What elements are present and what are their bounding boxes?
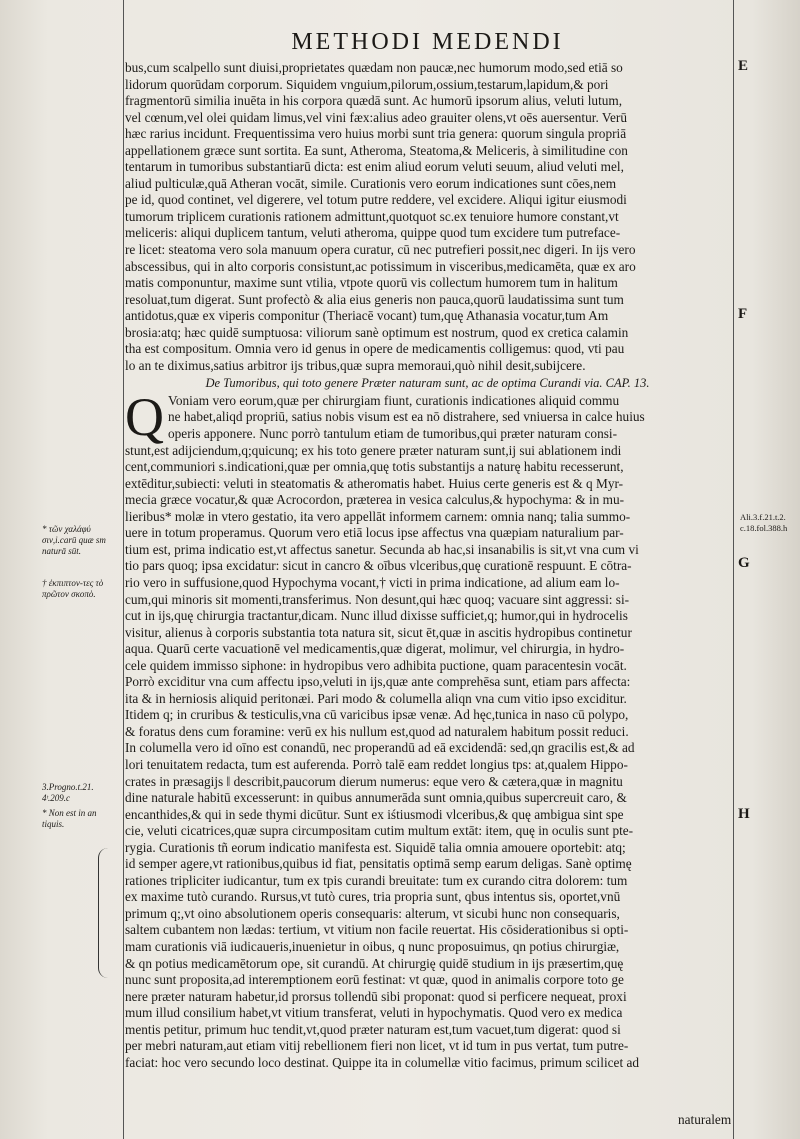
left-note-1: * τῶν χαλάφύ σιν,i.carū quæ sm naturā sūt. (42, 524, 106, 556)
chapter-heading: De Tumoribus, qui toto genere Præter naturam sunt, ac de optima Curandi via. CAP. 13. (205, 376, 650, 391)
text-line: & qn potius medicamētorum ope, sit curandū. At chirurgię quidē studium in ijs præsertim,quę (125, 955, 624, 971)
text-line: rygia. Curationis tñ eorum indicatio manifesta est. Siquidē talia omnia amouere oportebit: atq; (125, 839, 626, 855)
text-line: extēditur,subiecti: veluti in steatomatis & atheromatis habet. Huius certe generis est & q Myr- (125, 475, 624, 491)
left-note-4: * Non est in an tiquis. (42, 808, 97, 829)
margin-bracket (98, 848, 115, 978)
text-line: lieribus* molæ in vtero gestatio, ita vero appellāt informem carnem: omnia nanq; talia summo- (125, 508, 631, 524)
text-line: fragmentorū similia inuēta in his corpora quædā sunt. Ac humorū ipsorum alius, veluti lutum, (125, 93, 623, 109)
text-line: cum,qui minoris sit momenti,transferimus. Non desunt,qui hæc quoq; vacuare sint aggressi: si- (125, 591, 630, 607)
text-line: ita & in herniosis aliquid peritonæi. Pari modo & columella aliqn vna cum vitio ipso exciditur. (125, 690, 627, 706)
text-line: resoluat,tum digerat. Sunt profectò & alia eius generis non pauca,quorū laudatissima sunt tum (125, 291, 624, 307)
text-line: mecia græce vocatur,& quæ Acrocordon, præterea in vesica calculus,& hypochyma: & in mu- (125, 492, 625, 508)
text-line: crates in præsagijs ‖ describit,paucorum dierum numerus: eque vero & cætera,quæ in magnitu (125, 773, 623, 789)
left-rule (123, 0, 124, 1139)
text-line: appellationem græce sunt sortita. Ea sunt, Atheroma, Steatoma,& Meliceris, à similitudine con (125, 142, 628, 158)
text-line: re licet: steatoma vero sola manuum opera curatur, cū nec putrefieri possit,nec digeri. In ijs vero (125, 242, 636, 258)
text-line: tium est, prima indicatio est,vt affectus sanetur. Secunda ab hac,si insanabilis is sit,vt vna cum vi (125, 541, 639, 557)
text-line: nunc sunt proposita,ad interemptionem eorū festinat: vt quæ, quod in animalis corpore toto ge (125, 972, 624, 988)
text-line: tio pars quoq; ipsa excidatur: sicut in cancro & oībus vlceribus,quę curationē respuunt. E cōtra- (125, 558, 632, 574)
text-line: Porrò exciditur vna cum affectu ipso,veluti in ijs,quæ ante comprehēsa sunt, etiam pars affecta: (125, 674, 631, 690)
right-rule (733, 0, 734, 1139)
text-line: antidotus,quæ ex viperis componitur (Theriacē vocant) tum,quę Athanasia vocatur,tum Am (125, 308, 609, 324)
text-line: nere præter naturam habetur,id prorsus tollendū sibi proponat: quod si perficere nequeat, proxi (125, 988, 627, 1004)
text-line: mentis petitur, primum huc tendit,vt,quod præter naturam est,tum vacuet,tum digerat: quod si (125, 1021, 621, 1037)
text-line: brosia:atq; hæc quidē sumptuosa: viliorum sanè optimum est nostrum, quod ex cretica calamin (125, 324, 629, 340)
text-line: uere in totum properamus. Quorum vero etiā locus ipse affectus vna quæpiam naturalium par- (125, 525, 624, 541)
text-line: id semper agere,vt rationibus,quibus id fiat, pensitatis optimā semp earum deligas. Sanè optimę (125, 856, 632, 872)
text-line: aliud pulticulæ,quā Atheran vocāt, simile. Curationis vero eorum indicationes sunt cōes,nem (125, 175, 617, 191)
text-line: cent,communiori s.indicationi,quæ per omnia,quę totis substantijs a naturę habitu recesserunt, (125, 459, 624, 475)
text-line: tha est compositum. Omnia vero id genus in opere de medicamentis colligemus: quod, vti pau (125, 341, 625, 357)
text-line: rio vero in suffusione,quod Hypochyma vocant,† victi in prima indicatione, ad alium eam lo- (125, 574, 620, 590)
text-line: tumorum triplicem curationis rationem admittunt,quotquot sc.ex tenuiore humore constant,vt (125, 208, 619, 224)
text-line: cele quidem immisso siphone: in hydropibus vero adhibita puctione, quam paracentesin vocāt. (125, 657, 627, 673)
left-note-2: † ἐκπιπτον-τες τὸ πρῶτον σκοπὸ. (42, 578, 104, 599)
drop-cap: Q (125, 386, 164, 447)
text-line: aqua. Quarū certe vacuationē vel medicamentis,quæ digerat, molimur, vel chirurgia, in hydro- (125, 641, 625, 657)
text-line: visitur, alienus à corporis substantia tota natura sit, sicut ēt,quæ in ascitis hydropibus continetur (125, 624, 632, 640)
main-text (125, 60, 730, 1071)
text-line: bus,cum scalpello sunt diuisi,proprietates quædam non paucæ,nec humorum modo,sed etiā so (125, 60, 623, 75)
text-line: vel cœnum,vel olei quidam limus,vel vini fæx:alius adeo grauiter olens,vt oēs auersentur. Verū (125, 109, 627, 125)
text-line: encanthides,& qui in sede thymi dicūtur. Sunt ex iśtiusmodi vlceribus,& quę ambigua sint spe (125, 806, 624, 822)
text-line: tentarum in tumoribus substantiarū dicta: est enim aliud eorum veluti seuum, aliud veluti mel, (125, 159, 624, 175)
text-line: dine naturale habitū excesserunt: in quibus annumerāda sunt omnia,quibus supercreuit caro, & (125, 790, 627, 806)
margin-letter-f: F (738, 306, 748, 322)
text-line: saltem cubantem non lædas: tertium, vt vitium non facile reuertat. His cōsiderationibus si opti- (125, 922, 629, 938)
text-line: lidorum quorūdam corporum. Siquidem vnguium,pilorum,ossium,testarum,lapidum,& pori (125, 76, 609, 92)
catchword: naturalem (678, 1112, 732, 1127)
right-note-1: Ali.3.f.21.t.2. c.18.fol.388.h (740, 512, 788, 533)
text-line: meliceris: aliqui duplicem tantum, veluti atheroma, quippe quod tum excidere tum putreface- (125, 225, 621, 241)
text-line: per mebri naturam,aut etiam vitij rebellionem fieri non licet, vt id tum in pus vertat, tum putre- (125, 1038, 629, 1054)
text-line: cut in ijs,quę chirurgia tractantur,dicam. Nunc illud dixisse sufficiet,q; humor,qui in hydrocelis (125, 608, 628, 624)
chapter-paragraph (125, 386, 730, 1071)
text-line: & foratus dens cum foramine: verū ex his nullum est,quod ad naturalem habitum possit reduci. (125, 723, 629, 739)
text-line: Voniam vero eorum,quæ per chirurgiam fiunt, curationis indicationes aliquid commu (168, 392, 620, 408)
margin-letter-g: G (738, 555, 750, 571)
text-line: faciat: hoc vero secundo loco destinat. Quippe ita in columellæ vitio facimus, primum scilicet ad (125, 1054, 640, 1070)
chapter-lines (125, 386, 730, 1071)
text-line: lori tenuitatem redacta, tum est auferenda. Porrò talē eam reddet longius tps: at,qualem Hippo- (125, 756, 628, 772)
text-line: primum q;,vt oino absolutionem operis consequaris: alterum, vt sicubi hunc non consequaris, (125, 905, 620, 921)
margin-letter-h: H (738, 806, 750, 822)
left-note-3: 3.Progno.t.21. 4ᵗ.209.c (42, 782, 94, 803)
text-line: mam curationis viā iudicaueris,inuenietur in oibus, q nunc proposuimus, qn potius chirurgiæ, (125, 938, 620, 954)
paragraph-top (125, 60, 730, 374)
text-line: Itidem q; in cruribus & testiculis,vna cū varicibus ipsæ venæ. Ad hęc,tunica in naso cū polypo, (125, 707, 629, 723)
text-line: lo an te diximus,satius arbitror ijs tribus,quæ supra memoraui,quò nihil desit,subijcere. (125, 357, 586, 373)
margin-letter-e: E (738, 58, 749, 74)
text-line: hæc rarius incidunt. Frequentissima vero huius morbi sunt tria genera: quorum singula propriā (125, 126, 627, 142)
text-line: In columella vero id oīno est conandū, nec properandū ad eā excidendā: sed,qn gracilis est,& ad (125, 740, 635, 756)
text-line: rationes tripliciter iudicantur, tum ex tpis curandi breuitate: tum ex curando citra dolorem: tum (125, 872, 628, 888)
page-title: METHODI MEDENDI (291, 29, 564, 55)
text-line: matis componuntur, maxime sunt vtilia, vtpote quorū vis collectum humorem tum in halitum (125, 275, 618, 291)
text-line: abscessibus, qui in alto corporis consistunt,ac potissimum in visceribus,medicamēta, quæ ex aro (125, 258, 636, 274)
text-line: pe id, quod continet, vel digerere, vel totum putre reddere, vel excidere. Aliqui igitur eiusmodi (125, 192, 627, 208)
text-line: mum illud consilium habet,vt vitium transferat, veluti in hypochymatis. Quod vero ex medica (125, 1005, 623, 1021)
text-line: operis apponere. Nunc porrò tantulum etiam de tumoribus,qui præter naturam consi- (168, 426, 618, 442)
text-line: ex maxime tutò curando. Rursus,vt tutò cures, tria propria sunt, qbus intentus sis, oportet,vnū (125, 889, 621, 905)
text-line: ne habet,aliqd propriū, satius nobis visum est ea nō distrahere, sed vniuersa in calce huius (168, 409, 645, 425)
text-line: cie, veluti cicatrices,quæ supra circumpositam cutim multum extāt: item, quę in oculis sunt pte- (125, 823, 634, 839)
text-line: stunt,est adijciendum,q;quicunq; ex his toto genere præter naturam sunt,ij sui ablationem indi (125, 442, 622, 458)
